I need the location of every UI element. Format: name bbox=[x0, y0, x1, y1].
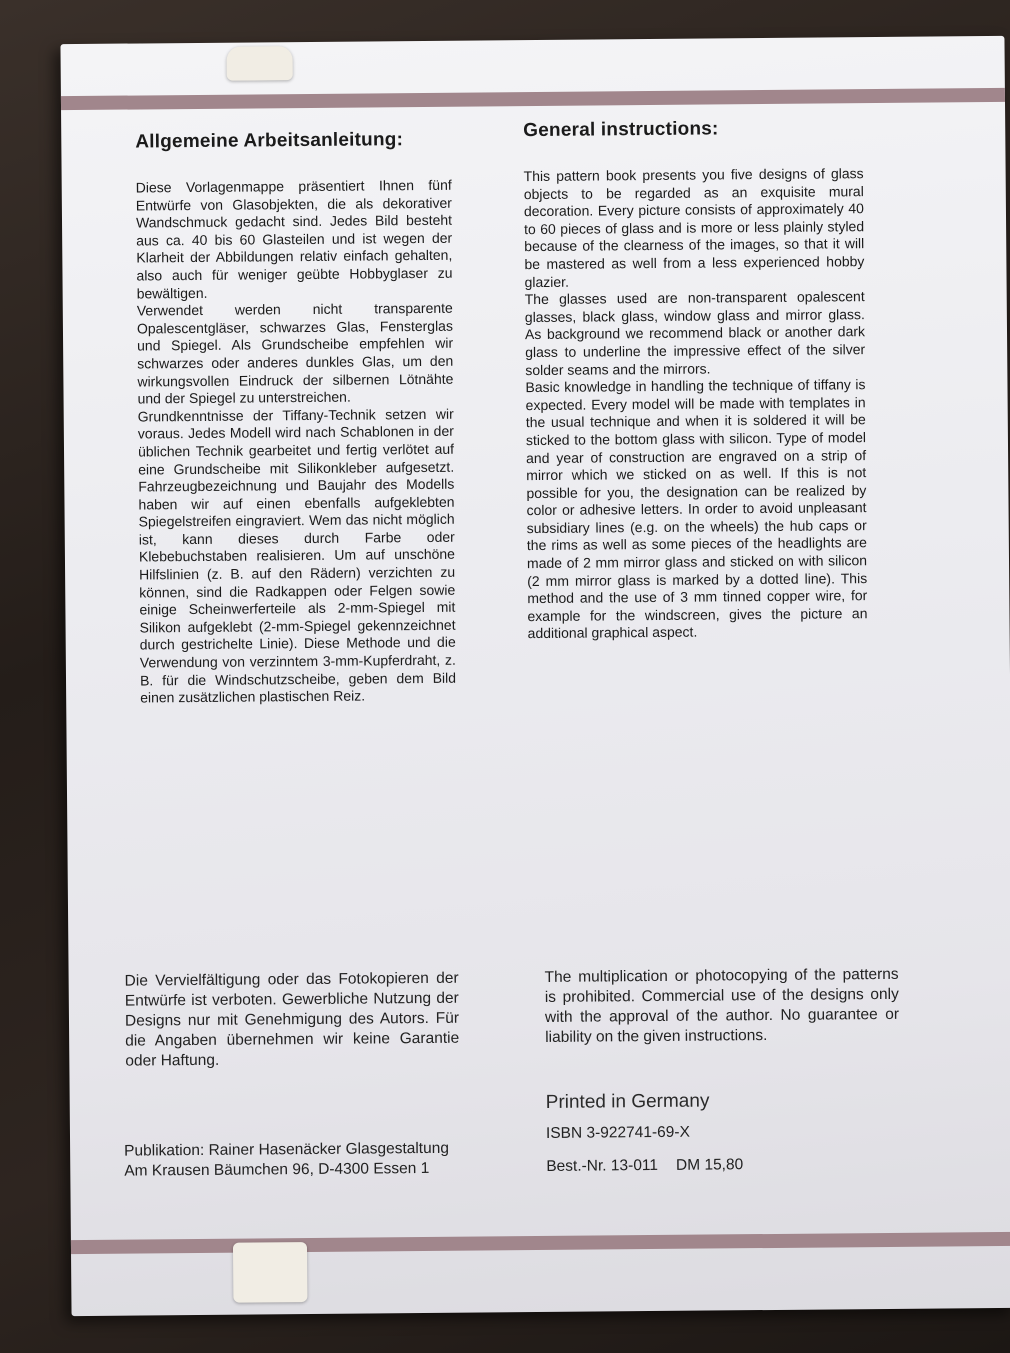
publisher-name: Publikation: Rainer Hasenäcker Glasgestaltung bbox=[124, 1139, 450, 1160]
bottom-decorative-band bbox=[71, 1232, 1010, 1254]
binder-tab-top bbox=[226, 46, 292, 81]
german-heading: Allgemeine Arbeitsanleitung: bbox=[135, 129, 404, 153]
english-paragraph-1: This pattern book presents you five designs of glass objects to be regarded as an exquisite mural decoration. Every picture consists of approximately 40 to 60 pieces of glass and is more or less plainly styled because of the clearness of the images, so that it will be mastered as well from a less experienced hobby glazier. bbox=[523, 165, 865, 290]
german-paragraph-2: Verwendet werden nicht transparente Opalescentgläser, schwarzes Glas, Fensterglas und Spiegel. Als Grundscheibe empfehlen wir schwarzes oder anderes dunkles Glas, um den wirkungsvollen Eindruck der silbernen Lötnähte und der Spiegel zu unterstreichen. bbox=[136, 299, 454, 407]
german-copyright-notice: Die Vervielfältigung oder das Fotokopieren der Entwürfe ist verboten. Gewerbliche Nutzung der Designs nur mit Genehmigung des Autors. Für die Angaben übernehmen wir keine Garantie oder Haftung. bbox=[124, 969, 460, 1070]
order-info bbox=[546, 1156, 743, 1176]
english-paragraph-2: The glasses used are non-transparent opalescent glasses, black glass, window glass and mirror glass. As background we recommend black or another dark glass to underline the impressive effect of the silver solder seams and the mirrors. bbox=[524, 288, 866, 378]
order-number: Best.-Nr. 13-011 bbox=[546, 1156, 659, 1175]
german-instructions-column bbox=[135, 129, 456, 708]
german-paragraph-1: Diese Vorlagenmappe präsentiert Ihnen fünf Entwürfe von Glasobjekten, die als dekorativer Wandschmuck gedacht sind. Jedes Bild besteht aus ca. 40 bis 60 Glasteilen und ist wegen der Klarheit der Abbildungen relativ einfach gehalten, also auch für weniger geübte Hobbyglaser zu bewältigen. bbox=[135, 176, 453, 302]
publisher-address: Am Krausen Bäumchen 96, D-4300 Essen 1 bbox=[124, 1159, 430, 1180]
booklet-page bbox=[60, 36, 1010, 1316]
english-instructions-column bbox=[523, 117, 868, 643]
isbn-label: ISBN 3-922741-69-X bbox=[545, 1123, 690, 1142]
price: DM 15,80 bbox=[675, 1156, 744, 1174]
top-decorative-band bbox=[61, 88, 1005, 110]
english-heading: General instructions: bbox=[523, 118, 719, 142]
binder-tab-bottom bbox=[233, 1242, 308, 1303]
publisher-info bbox=[124, 1138, 484, 1181]
german-paragraph-3: Grundkenntnisse der Tiffany-Technik setzen wir voraus. Jedes Modell wird nach Schablonen in der üblichen Technik gearbeitet und fertig verlötet auf eine Grundscheibe mit Silikonkleber aufgesetzt. Fahrzeugbezeichnung und Baujahr des Modells haben wir auf einen ebenfalls aufgeklebten Spiegelstreifen eingraviert. Wem das nicht möglich ist, kann dieses durch Farbe oder Klebebuchstaben realisieren. Um auf unschöne Hilfslinien (z. B. auf den Rädern) verzichten zu können, sind die Radkappen oder Felgen sowie einige Scheinwerferteile als 2-mm-Spiegel mit Silikon aufgeklebt (2-mm-Spiegel gekennzeichnet durch gestrichelte Linie). Diese Methode und die Verwendung von verzinntem 3-mm-Kupferdraht, z. B. für die Windschutzscheibe, geben dem Bild einen zusätzlichen plastischen Reiz. bbox=[137, 405, 457, 706]
printed-in-label: Printed in Germany bbox=[545, 1090, 710, 1113]
english-copyright-notice: The multiplication or photocopying of the patterns is prohibited. Commercial use of the designs only with the approval of the author. No guarantee or liability on the given instructions. bbox=[544, 965, 900, 1046]
english-paragraph-3: Basic knowledge in handling the technique of tiffany is expected. Every model will be made with templates in the usual technique and when it is soldered it will be sticked to the bottom glass with silicon. Type of model and year of construction are engraved on a strip of mirror which we sticked on as well. If this is not possible for you, the designation can be realized by color or adhesive letters. In order to avoid unpleasant subsidiary lines (e.g. on the wheels) the hub caps or the rims as well as some pieces of the headlights are made of 2 mm mirror glass and sticked on with silicon (2 mm mirror glass is marked by a dotted line). This method and the use of 3 mm tinned copper wire, for example for the windscreen, gives the picture an additional graphical aspect. bbox=[525, 376, 868, 642]
